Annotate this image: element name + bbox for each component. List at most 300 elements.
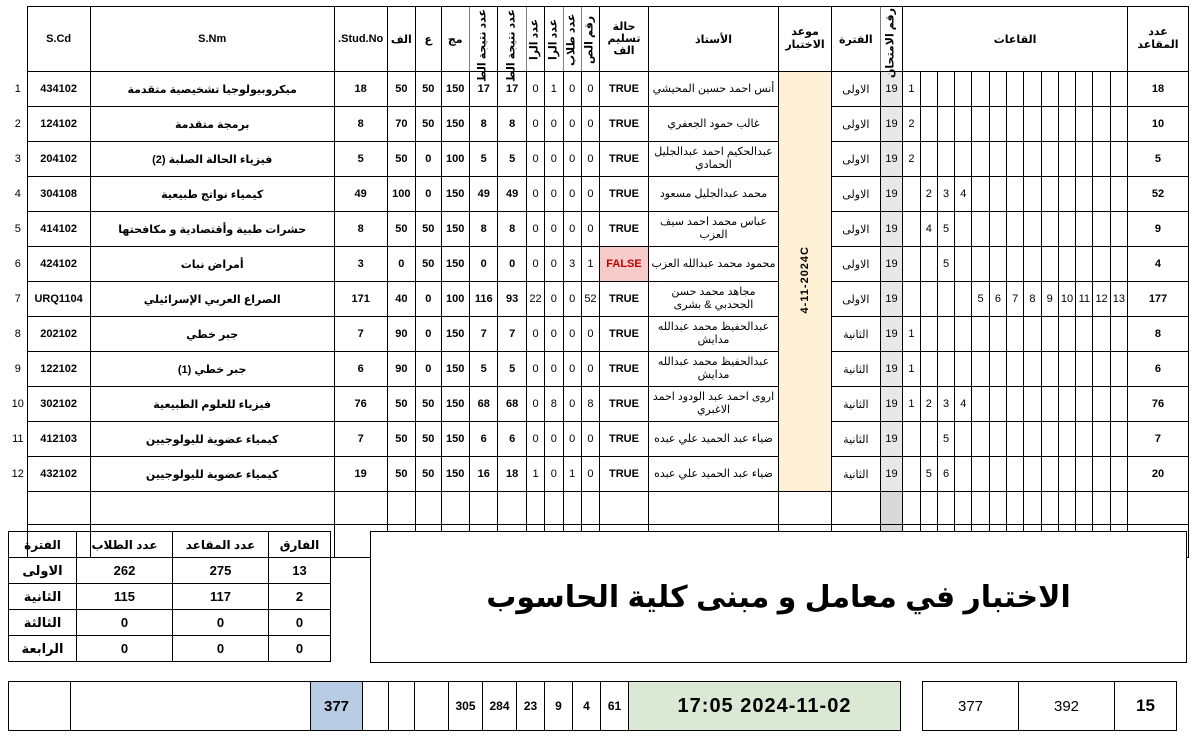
cell-s-cd: 304108 [27,177,90,212]
spacer-cell [903,492,920,525]
cell-delivery-state: TRUE [600,387,649,422]
cell-hall [920,422,937,457]
cell-s-cd: URQ1104 [27,282,90,317]
cell-n1: 0 [581,317,599,352]
cell-hall [1007,107,1024,142]
cell-hall [1041,387,1058,422]
cell-hall: 3 [937,177,954,212]
cell-s-nm: حشرات طبية وأقتصادية و مكافحتها [90,212,334,247]
cell-n4: 1 [526,457,544,492]
cell-alf: 90 [387,352,415,387]
cell-n2: 0 [563,177,581,212]
cell-mj: 150 [441,212,469,247]
cell-ain: 0 [416,142,441,177]
cell-hall [1007,212,1024,247]
cell-hall [1007,72,1024,107]
summary-cell-period: الاولى [9,558,77,584]
header-mj: مج [441,7,469,72]
spacer-cell [831,492,880,525]
cell-hall [1024,352,1041,387]
summary-cell-students: 115 [77,584,173,610]
cell-n5: 68 [498,387,526,422]
footer-table [8,681,1177,731]
cell-hall: 5 [937,212,954,247]
cell-mj: 150 [441,317,469,352]
cell-professor: محمود محمد عبدالله العزب [648,247,778,282]
header-c-adad1: عدد طلاب [563,7,581,72]
cell-n1: 0 [581,457,599,492]
cell-n3: 0 [545,212,563,247]
cell-hall [972,422,989,457]
cell-mj: 100 [441,282,469,317]
cell-seats: 7 [1127,422,1188,457]
cell-n4: 0 [526,107,544,142]
cell-hall [989,177,1006,212]
cell-hall [1024,387,1041,422]
exam-location-note: الاختبار في معامل و مبنى كلية الحاسوب [370,531,1187,663]
cell-stud-no: 18 [334,72,387,107]
table-row[interactable] [9,247,1189,282]
header-s-nm: S.Nm [90,7,334,72]
cell-s-cd: 412103 [27,422,90,457]
cell-hall [903,422,920,457]
cell-n2: 0 [563,107,581,142]
cell-hall [1041,247,1058,282]
cell-hall [1093,142,1110,177]
cell-ain: 50 [416,247,441,282]
cell-hall [1041,212,1058,247]
cell-delivery-state: TRUE [600,282,649,317]
cell-stud-no: 49 [334,177,387,212]
cell-s-nm: أمراض نبات [90,247,334,282]
cell-seats: 177 [1127,282,1188,317]
cell-delivery-state: TRUE [600,177,649,212]
cell-n1: 0 [581,142,599,177]
cell-hall [972,352,989,387]
cell-hall [1007,247,1024,282]
header-halls: القاعات [903,7,1128,72]
cell-hall [1024,317,1041,352]
cell-hall [972,177,989,212]
table-spacer-row [9,492,1189,525]
cell-hall [1041,177,1058,212]
cell-professor: عباس محمد احمد سيف العزب [648,212,778,247]
cell-ain: 50 [416,212,441,247]
cell-hall [955,107,972,142]
cell-n6: 116 [469,282,497,317]
cell-seats: 4 [1127,247,1188,282]
cell-ain: 50 [416,422,441,457]
cell-ain: 0 [416,317,441,352]
table-row[interactable] [9,457,1189,492]
cell-hall [1093,387,1110,422]
cell-seats: 5 [1127,142,1188,177]
cell-hall [1024,72,1041,107]
summary-header-period: الفترة [9,532,77,558]
cell-n5: 18 [498,457,526,492]
table-row[interactable] [9,387,1189,422]
cell-hall [1058,352,1075,387]
spacer-cell [1007,492,1024,525]
summary-cell-diff: 0 [269,636,331,662]
summary-cell-students: 0 [77,636,173,662]
cell-index: 6 [14,258,21,270]
cell-hall [955,247,972,282]
header-professor: الأستاذ [648,7,778,72]
cell-hall [972,317,989,352]
cell-hall [1093,317,1110,352]
cell-hall [1076,177,1093,212]
table-body [9,72,1189,558]
cell-hall: 1 [903,317,920,352]
spacer-cell [334,492,387,525]
cell-alf: 70 [387,107,415,142]
cell-hall [989,247,1006,282]
cell-hall [1007,317,1024,352]
cell-index: 5 [14,223,21,235]
footer-blank-1 [389,682,415,731]
cell-n6: 17 [469,72,497,107]
cell-hall [1058,387,1075,422]
cell-s-nm: جبر خطي [90,317,334,352]
cell-n4: 0 [526,422,544,457]
cell-hall [989,107,1006,142]
cell-hall: 8 [1024,282,1041,317]
header-alf: الف [387,7,415,72]
cell-mj: 150 [441,107,469,142]
spacer-cell [880,492,902,525]
table-row[interactable] [9,177,1189,212]
cell-s-cd: 414102 [27,212,90,247]
cell-hall [1041,72,1058,107]
cell-professor: اروى احمد عبد الودود احمد الاغبري [648,387,778,422]
cell-n6: 8 [469,212,497,247]
cell-mj: 150 [441,457,469,492]
cell-s-nm: فيزياء للعلوم الطبيعية [90,387,334,422]
cell-n2: 0 [563,212,581,247]
cell-hall [1076,212,1093,247]
cell-n3: 0 [545,282,563,317]
cell-hall [1093,212,1110,247]
cell-professor: أنس احمد حسين المحيشي [648,72,778,107]
cell-hall [1024,247,1041,282]
summary-header-diff: الفارق [269,532,331,558]
cell-hall [903,282,920,317]
cell-hall [989,457,1006,492]
table-header-row [9,7,1189,72]
cell-hall: 1 [903,352,920,387]
cell-alf: 0 [387,247,415,282]
cell-hall [1076,247,1093,282]
summary-cell-students: 0 [77,610,173,636]
cell-hall [972,142,989,177]
cell-index: 4 [14,188,21,200]
cell-ain: 0 [416,282,441,317]
cell-period: الاولى [831,212,880,247]
summary-header-seats: عدد المقاعد [173,532,269,558]
cell-hall: 1 [903,387,920,422]
cell-hall: 11 [1076,282,1093,317]
cell-hall: 5 [972,282,989,317]
cell-hall: 9 [1041,282,1058,317]
cell-n5: 17 [498,72,526,107]
cell-index: 3 [14,153,21,165]
cell-delivery-state: TRUE [600,107,649,142]
cell-index: 12 [11,468,24,480]
cell-delivery-state: TRUE [600,72,649,107]
summary-cell-seats: 275 [173,558,269,584]
cell-professor: عبدالحكيم احمد عبدالجليل الحمادي [648,142,778,177]
cell-seats: 9 [1127,212,1188,247]
cell-hall [972,457,989,492]
cell-hall [989,212,1006,247]
cell-stud-no: 76 [334,387,387,422]
cell-hall [1041,352,1058,387]
table-row[interactable] [9,352,1189,387]
cell-hall [1058,212,1075,247]
cell-n5: 0 [498,247,526,282]
footer-diff-total: 15 [1115,682,1177,731]
cell-index: 9 [14,363,21,375]
cell-ain: 50 [416,387,441,422]
cell-hall [1058,72,1075,107]
cell-n1: 0 [581,422,599,457]
cell-exam-no: 19 [880,212,902,247]
cell-seats: 76 [1127,387,1188,422]
cell-n2: 0 [563,72,581,107]
cell-delivery-state: TRUE [600,352,649,387]
cell-exam-no: 19 [880,387,902,422]
header-c-natija1: عدد نتيجة الط [498,7,526,72]
footer-blank-4 [9,682,71,731]
cell-exam-no: 19 [880,352,902,387]
cell-hall [1093,247,1110,282]
cell-n2: 0 [563,352,581,387]
cell-n4: 0 [526,72,544,107]
spacer-cell [469,492,497,525]
footer-cell-5: 305 [449,682,483,731]
summary-header-row [9,532,331,558]
cell-hall [1007,387,1024,422]
cell-hall: 5 [920,457,937,492]
cell-professor: عبدالحفيظ محمد عبدالله مدايش [648,352,778,387]
cell-hall [937,107,954,142]
cell-hall [1076,317,1093,352]
footer-timestamp: 2024-11-02 17:05 [629,682,901,731]
cell-seats: 6 [1127,352,1188,387]
cell-n2: 3 [563,247,581,282]
cell-n5: 8 [498,212,526,247]
header-delivery-state: حالة تسليم الف [600,7,649,72]
cell-s-nm: ميكروبيولوجيا تشخيصية متقدمة [90,72,334,107]
cell-n2: 0 [563,387,581,422]
cell-period: الثانية [831,422,880,457]
cell-mj: 150 [441,177,469,212]
cell-n3: 0 [545,422,563,457]
footer-blank-2 [363,682,389,731]
cell-alf: 50 [387,457,415,492]
cell-hall [903,247,920,282]
cell-hall [1093,177,1110,212]
cell-period: الاولى [831,72,880,107]
cell-period: الاولى [831,247,880,282]
cell-hall: 6 [989,282,1006,317]
cell-seats: 52 [1127,177,1188,212]
cell-hall [1076,72,1093,107]
cell-hall [1076,457,1093,492]
cell-index: 1 [14,83,21,95]
cell-professor: عبدالحفيظ محمد عبدالله مدايش [648,317,778,352]
cell-ain: 50 [416,457,441,492]
cell-alf: 50 [387,72,415,107]
cell-hall [989,387,1006,422]
cell-hall: 2 [903,142,920,177]
cell-n1: 1 [581,247,599,282]
table-row[interactable] [9,72,1189,107]
cell-exam-no: 19 [880,72,902,107]
cell-hall [989,72,1006,107]
summary-cell-period: الثانية [9,584,77,610]
cell-s-cd: 204102 [27,142,90,177]
header-seats: عدد المقاعد [1127,7,1188,72]
cell-professor: غالب حمود الجعفري [648,107,778,142]
spacer-cell [1076,492,1093,525]
cell-period: الثانية [831,387,880,422]
cell-alf: 90 [387,317,415,352]
cell-n1: 0 [581,72,599,107]
cell-hall: 13 [1110,282,1127,317]
summary-row [9,584,331,610]
spacer-cell [648,492,778,525]
cell-s-cd: 424102 [27,247,90,282]
table-row[interactable] [9,317,1189,352]
footer-highlight-total: 377 [311,682,363,731]
cell-professor: مجاهد محمد حسن الجحدبي & بشرى [648,282,778,317]
cell-hall: 4 [955,387,972,422]
cell-n6: 7 [469,317,497,352]
cell-n1: 0 [581,177,599,212]
cell-hall: 7 [1007,282,1024,317]
spacer-cell [9,492,28,525]
cell-hall [903,212,920,247]
cell-hall [955,282,972,317]
header-period: الفترة [831,7,880,72]
cell-exam-date: 4-11-2024C [779,72,832,492]
cell-stud-no: 171 [334,282,387,317]
header-c-natija2: عدد نتيجة الط [469,7,497,72]
cell-exam-no: 19 [880,317,902,352]
cell-n2: 0 [563,422,581,457]
cell-n5: 49 [498,177,526,212]
cell-stud-no: 8 [334,107,387,142]
table-row[interactable] [9,422,1189,457]
cell-n1: 0 [581,352,599,387]
cell-n3: 0 [545,317,563,352]
cell-delivery-state: TRUE [600,422,649,457]
cell-hall [1093,352,1110,387]
table-row[interactable] [9,142,1189,177]
cell-hall [1007,457,1024,492]
cell-ain: 50 [416,72,441,107]
spacer-cell [972,492,989,525]
spacer-cell [416,492,441,525]
summary-row [9,636,331,662]
table-row[interactable] [9,107,1189,142]
cell-hall [1076,422,1093,457]
cell-exam-no: 19 [880,107,902,142]
cell-n6: 68 [469,387,497,422]
cell-hall [937,72,954,107]
cell-n4: 0 [526,317,544,352]
cell-period: الثانية [831,317,880,352]
cell-delivery-state: FALSE [600,247,649,282]
cell-n5: 5 [498,352,526,387]
cell-exam-no: 19 [880,457,902,492]
cell-s-cd: 124102 [27,107,90,142]
cell-index: 7 [14,293,21,305]
cell-index: 8 [14,328,21,340]
spacer-cell [581,492,599,525]
header-c-raqm: رقم الص [581,7,599,72]
cell-mj: 150 [441,352,469,387]
summary-table [8,531,331,662]
spacer-cell [937,492,954,525]
cell-hall [920,107,937,142]
cell-hall [1110,247,1127,282]
cell-hall [1024,177,1041,212]
footer-cell-3: 23 [517,682,545,731]
cell-hall [903,457,920,492]
cell-hall [955,142,972,177]
cell-hall [1110,142,1127,177]
cell-professor: محمد عبدالجليل مسعود [648,177,778,212]
cell-mj: 150 [441,247,469,282]
cell-n1: 8 [581,387,599,422]
cell-s-cd: 202102 [27,317,90,352]
cell-index: 10 [11,398,24,410]
cell-period: الاولى [831,107,880,142]
cell-mj: 150 [441,422,469,457]
footer-cell-0: 61 [601,682,629,731]
cell-n5: 6 [498,422,526,457]
summary-body [9,558,331,662]
cell-n2: 0 [563,282,581,317]
cell-n4: 0 [526,212,544,247]
summary-cell-seats: 0 [173,636,269,662]
cell-delivery-state: TRUE [600,142,649,177]
table-row[interactable] [9,212,1189,247]
cell-exam-no: 19 [880,247,902,282]
cell-hall [955,352,972,387]
cell-hall [1110,317,1127,352]
cell-hall [1007,177,1024,212]
cell-n3: 0 [545,247,563,282]
header-exam-date: موعد الاختبار [779,7,832,72]
spacer-cell [1110,492,1127,525]
cell-hall [1007,142,1024,177]
cell-seats: 18 [1127,72,1188,107]
cell-hall [920,142,937,177]
summary-cell-diff: 13 [269,558,331,584]
cell-n3: 1 [545,72,563,107]
cell-professor: ضياء عبد الحميد علي عبده [648,457,778,492]
spacer-cell [498,492,526,525]
cell-hall: 2 [920,387,937,422]
cell-hall [972,107,989,142]
table-row[interactable] [9,282,1189,317]
spacer-cell [441,492,469,525]
summary-cell-diff: 0 [269,610,331,636]
